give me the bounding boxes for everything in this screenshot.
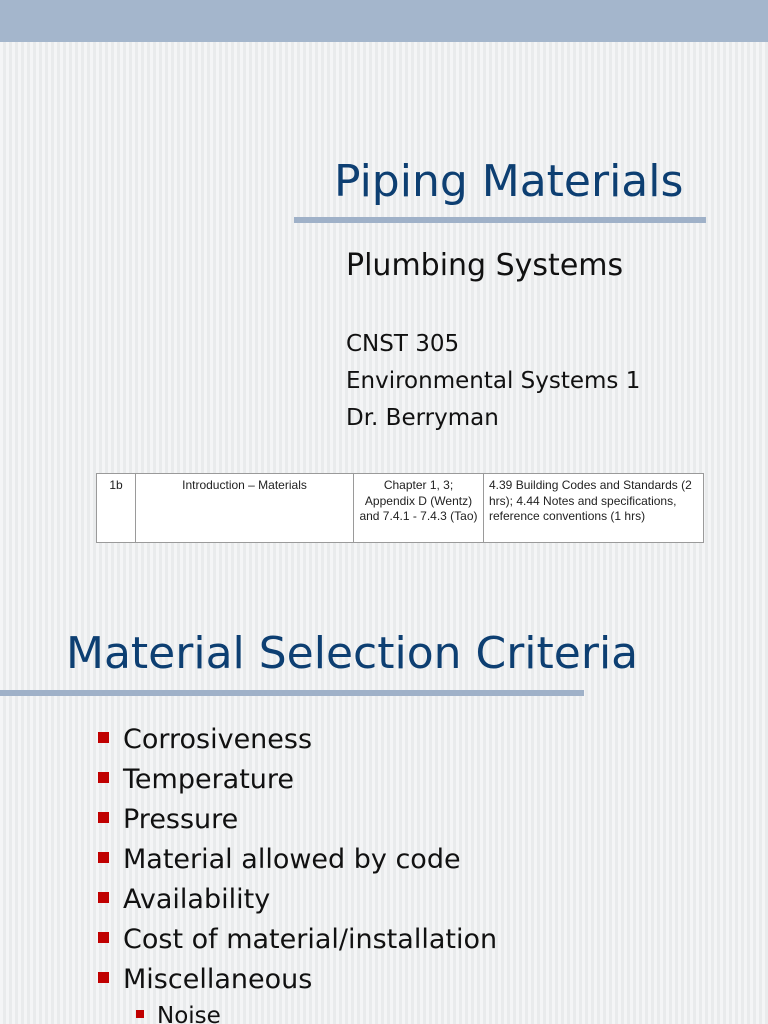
outcomes-cell: 4.39 Building Codes and Standards (2 hrs); 4.44 Notes and specifications, reference conventions (1 hrs) <box>484 474 704 543</box>
list-item: Corrosiveness <box>96 720 497 760</box>
instructor-name: Dr. Berryman <box>346 405 499 431</box>
slide-title: Piping Materials <box>334 156 684 207</box>
square-bullet-icon <box>98 932 109 943</box>
criteria-list <box>96 720 497 1024</box>
slide-header-bar <box>0 0 768 42</box>
title-underline <box>0 690 584 696</box>
list-item: Pressure <box>96 800 497 840</box>
slide-subtitle: Plumbing Systems <box>346 248 624 283</box>
course-info <box>346 326 640 437</box>
course-name: Environmental Systems 1 <box>346 368 641 394</box>
schedule-table <box>96 473 704 543</box>
session-cell: 1b <box>97 474 136 543</box>
list-item: Cost of material/installation <box>96 920 497 960</box>
square-bullet-icon <box>136 1010 144 1018</box>
square-bullet-icon <box>98 732 109 743</box>
square-bullet-icon <box>98 852 109 863</box>
list-item: Miscellaneous Noise <box>96 960 497 1024</box>
square-bullet-icon <box>98 812 109 823</box>
square-bullet-icon <box>98 892 109 903</box>
table-row <box>97 474 704 543</box>
list-item: Noise <box>123 1000 497 1024</box>
slide-title: Material Selection Criteria <box>66 628 639 679</box>
course-code: CNST 305 <box>346 331 460 357</box>
slide-material-selection <box>0 576 768 1024</box>
square-bullet-icon <box>98 972 109 983</box>
sub-criteria-list <box>123 1000 497 1024</box>
list-item: Material allowed by code <box>96 840 497 880</box>
list-item: Availability <box>96 880 497 920</box>
reading-cell: Chapter 1, 3; Appendix D (Wentz) and 7.4.1 - 7.4.3 (Tao) <box>354 474 484 543</box>
topic-cell: Introduction – Materials <box>136 474 354 543</box>
square-bullet-icon <box>98 772 109 783</box>
list-item: Temperature <box>96 760 497 800</box>
title-underline <box>294 217 706 223</box>
